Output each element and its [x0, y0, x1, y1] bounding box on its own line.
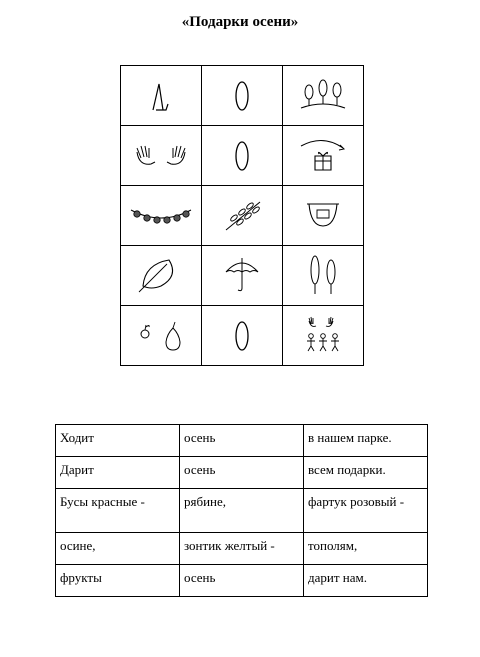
- poem-cell: дарит нам.: [304, 565, 428, 597]
- poem-cell: Ходит: [56, 425, 180, 457]
- poem-cell: в нашем парке.: [304, 425, 428, 457]
- poem-cell: Бусы красные -: [56, 489, 180, 533]
- poem-cell: осень: [180, 425, 304, 457]
- pictogram-cell: [283, 186, 364, 246]
- rowan-branch-icon: [202, 186, 282, 245]
- pictogram-cell: [283, 66, 364, 126]
- poem-cell: тополям,: [304, 533, 428, 565]
- pictogram-cell: [121, 306, 202, 366]
- poem-cell: рябине,: [180, 489, 304, 533]
- pictogram-cell: [283, 126, 364, 186]
- poem-cell: Дарит: [56, 457, 180, 489]
- poem-row: [56, 565, 428, 597]
- umbrella-icon: [202, 246, 282, 305]
- pictogram-row: [121, 306, 364, 366]
- pictogram-cell: [283, 306, 364, 366]
- pictogram-cell: [121, 126, 202, 186]
- poem-cell: фрукты: [56, 565, 180, 597]
- poem-row: [56, 489, 428, 533]
- poem-cell: осень: [180, 457, 304, 489]
- zero-o-icon: [202, 126, 282, 185]
- poem-row: [56, 457, 428, 489]
- pictogram-cell: [202, 306, 283, 366]
- pictogram-cell: [121, 246, 202, 306]
- poplar-trees-icon: [283, 246, 363, 305]
- gift-arrow-icon: [283, 126, 363, 185]
- pictogram-cell: [202, 66, 283, 126]
- zero-o-icon: [202, 66, 282, 125]
- poem-table: [55, 424, 428, 597]
- poem-cell: осине,: [56, 533, 180, 565]
- beads-icon: [121, 186, 201, 245]
- pictogram-cell: [202, 186, 283, 246]
- pictogram-cell: [202, 126, 283, 186]
- trees-park-icon: [283, 66, 363, 125]
- pictogram-row: [121, 246, 364, 306]
- hands-icon: [121, 126, 201, 185]
- poem-cell: осень: [180, 565, 304, 597]
- poem-cell: зонтик желтый -: [180, 533, 304, 565]
- pictogram-row: [121, 126, 364, 186]
- pictogram-grid: [120, 65, 364, 366]
- pictogram-cell: [202, 246, 283, 306]
- pictogram-row: [121, 66, 364, 126]
- pictogram-cell: [283, 246, 364, 306]
- leaf-icon: [121, 246, 201, 305]
- pictogram-cell: [121, 66, 202, 126]
- apron-icon: [283, 186, 363, 245]
- zero-o-icon: [202, 306, 282, 365]
- page-title: «Подарки осени»: [181, 14, 299, 30]
- poem-cell: всем подарки.: [304, 457, 428, 489]
- poem-cell: фартук розовый -: [304, 489, 428, 533]
- pictogram-row: [121, 186, 364, 246]
- pictogram-cell: [121, 186, 202, 246]
- fruits-icon: [121, 306, 201, 365]
- people-hands-icon: [283, 306, 363, 365]
- poem-row: [56, 533, 428, 565]
- poem-row: [56, 425, 428, 457]
- walking-legs-icon: [121, 66, 201, 125]
